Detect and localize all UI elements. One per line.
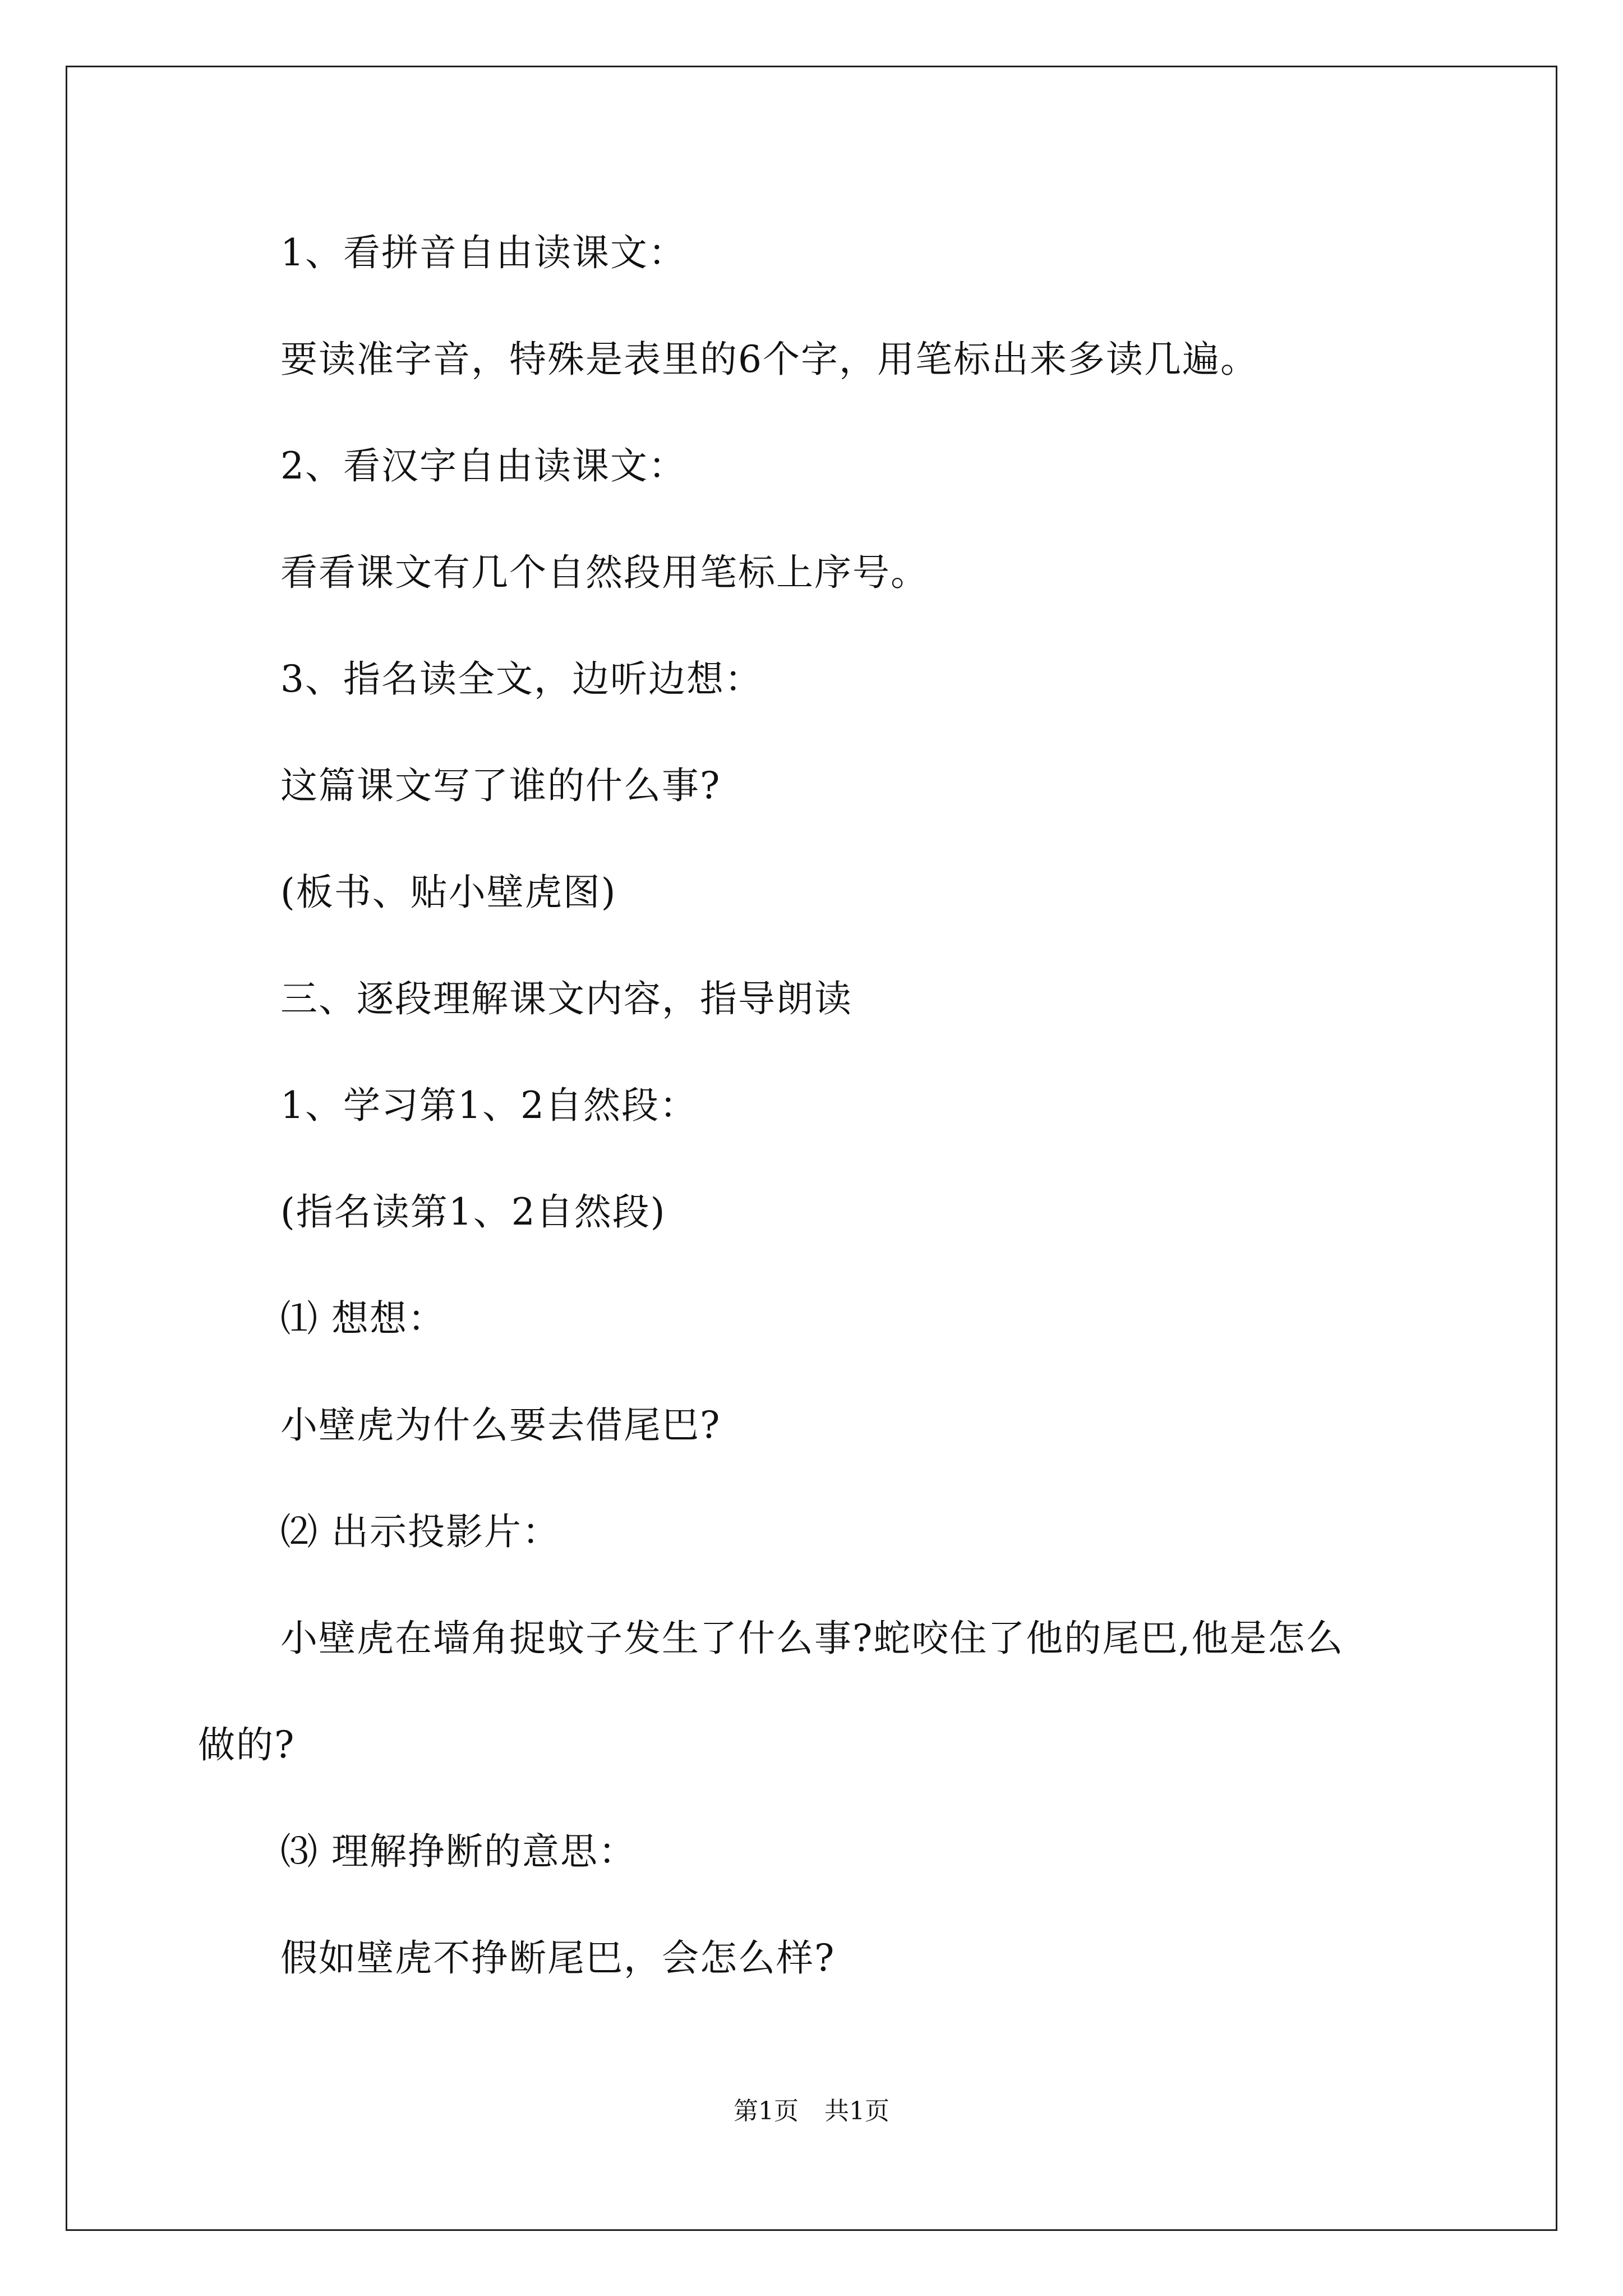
paragraph: 3、指名读全文，边听边想： (280, 657, 763, 701)
paragraph: 假如壁虎不挣断尾巴，会怎么样? (280, 1936, 836, 1980)
paragraph: ⑴ 想想： (280, 1297, 446, 1340)
paragraph: 这篇课文写了谁的什么事? (280, 764, 721, 807)
paragraph: 2、看汉字自由读课文： (280, 444, 686, 487)
page-number-total: 共1页 (824, 2097, 889, 2125)
page-footer (0, 2099, 1623, 2124)
paragraph-continuation: 做的? (198, 1723, 296, 1766)
paragraph: ⑶ 理解挣断的意思： (280, 1830, 637, 1873)
paragraph: 小壁虎为什么要去借尾巴? (280, 1404, 721, 1447)
page-number-current: 第1页 (734, 2097, 799, 2125)
paragraph: 要读准字音，特殊是表里的6个字，用笔标出来多读几遍。 (280, 338, 1258, 381)
paragraph: (板书、贴小壁虎图) (280, 871, 617, 914)
page-border (66, 66, 1557, 2231)
paragraph: 小壁虎在墙角捉蚊子发生了什么事?蛇咬住了他的尾巴,他是怎么 (280, 1617, 1344, 1660)
paragraph: (指名读第1、2自然段) (280, 1190, 666, 1234)
section-heading: 三、逐段理解课文内容，指导朗读 (280, 977, 852, 1020)
paragraph: 1、看拼音自由读课文： (280, 231, 686, 274)
paragraph: 1、学习第1、2自然段： (280, 1084, 698, 1127)
paragraph: 看看课文有几个自然段用笔标上序号。 (280, 551, 929, 594)
paragraph: ⑵ 出示投影片： (280, 1510, 560, 1553)
